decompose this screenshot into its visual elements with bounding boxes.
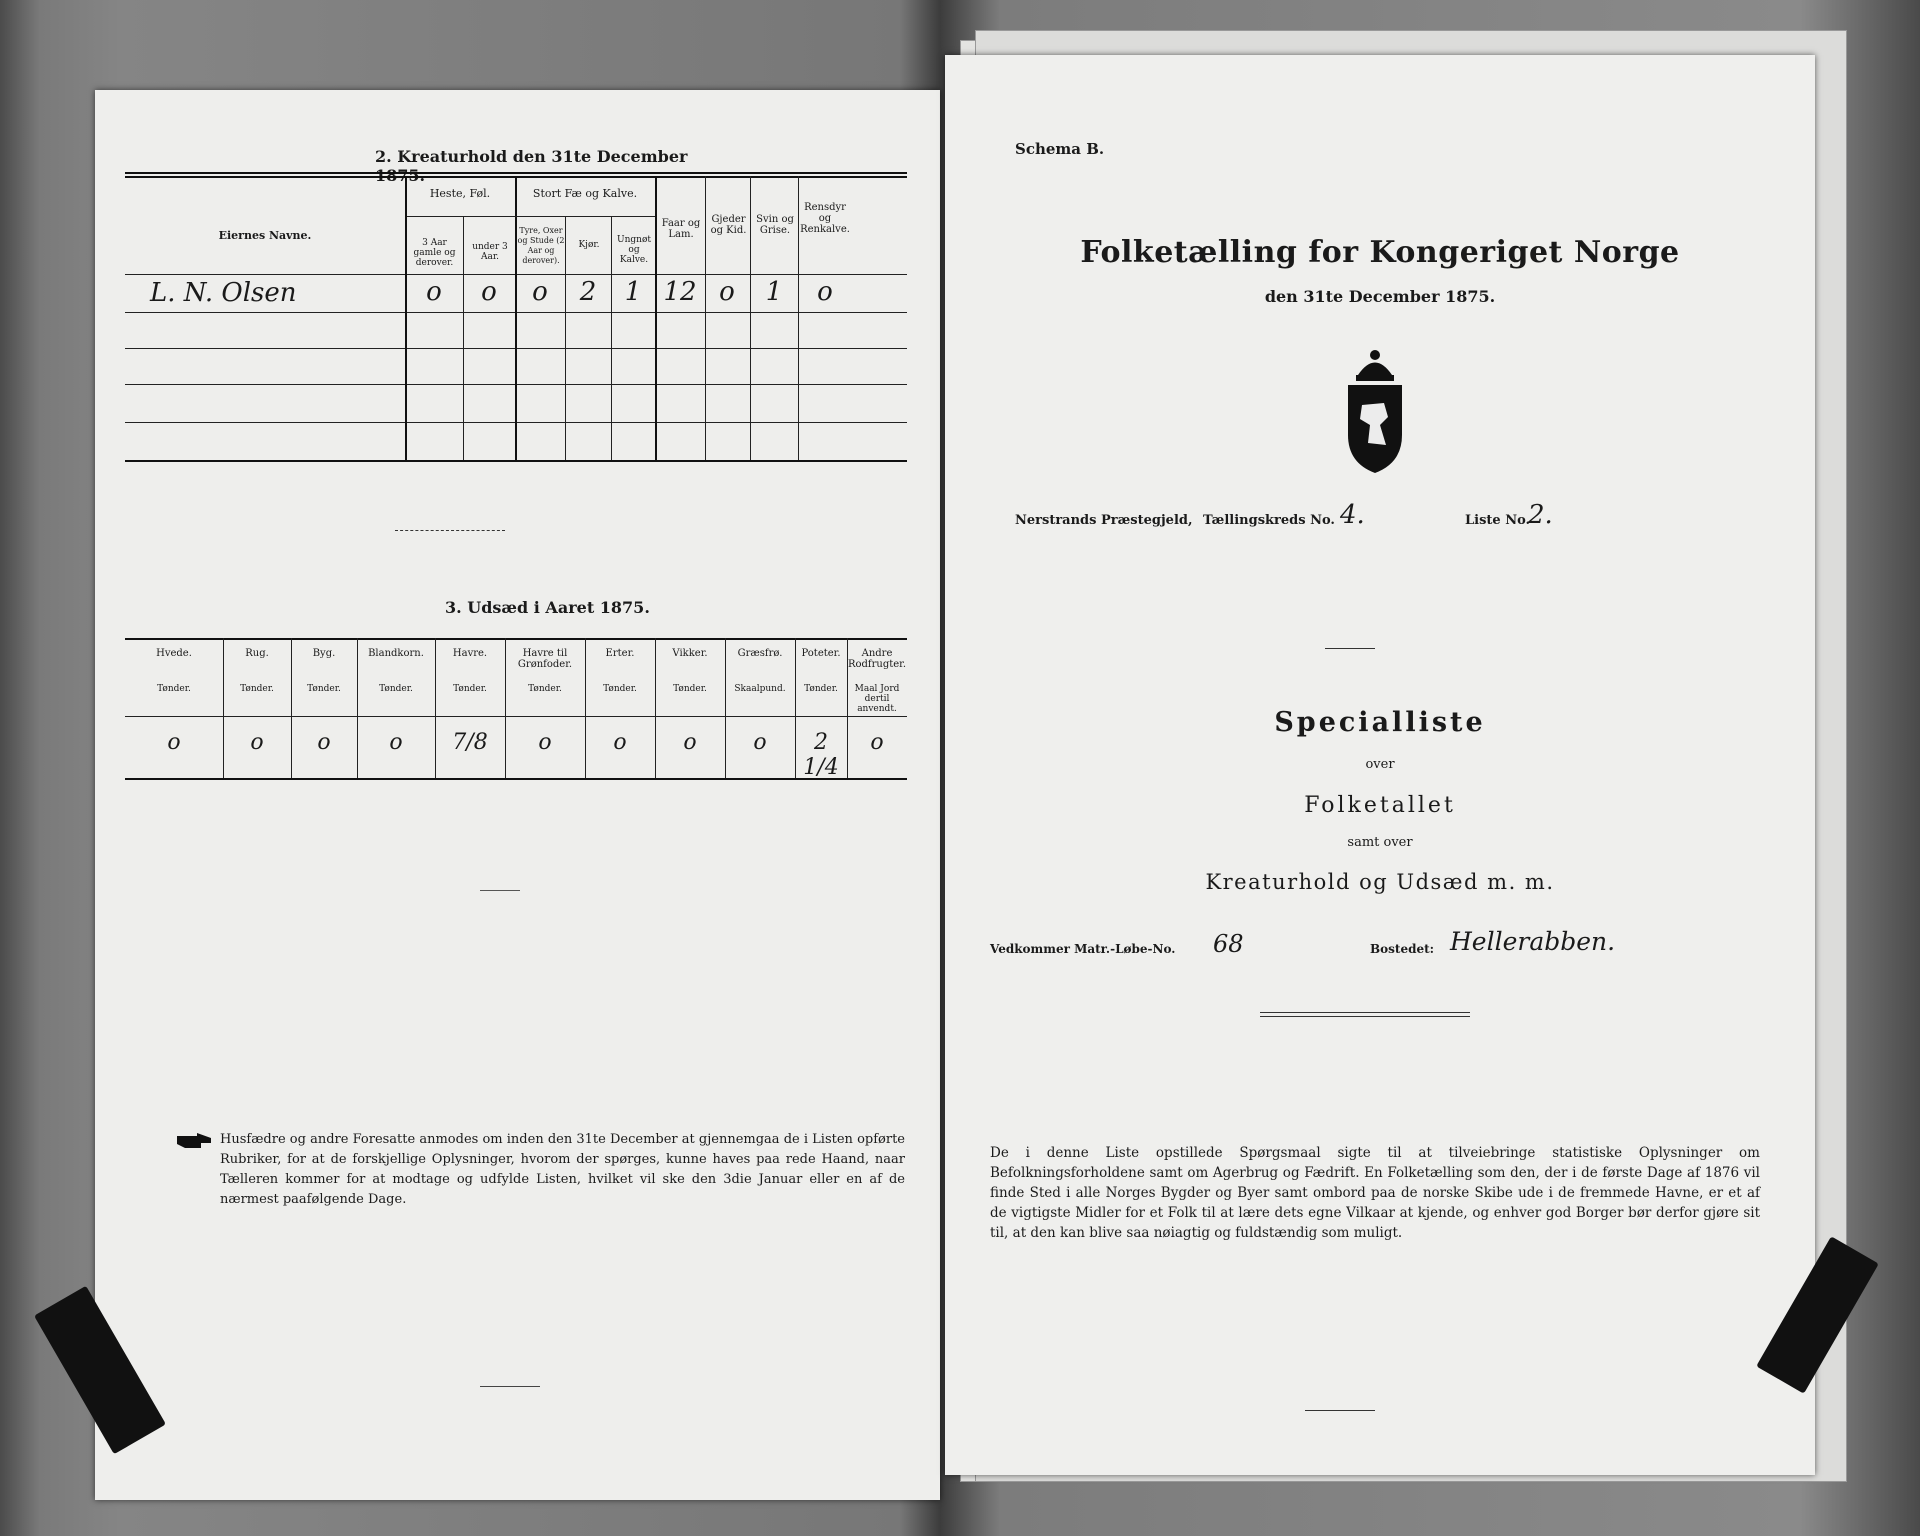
seed-value: 2 1/4	[803, 730, 839, 780]
header-horses: Heste, Føl.	[429, 187, 491, 200]
seed-unit: Tønder.	[804, 684, 838, 694]
section2-title: 2. Kreaturhold den 31te December 1875.	[375, 147, 688, 185]
census-title: Folketælling for Kongeriget Norge	[1080, 235, 1680, 270]
seed-unit: Skaalpund.	[734, 684, 786, 694]
table-divider	[435, 638, 436, 778]
seed-unit: Maal Jord dertil anvendt.	[854, 684, 900, 714]
livestock-value: o	[532, 277, 548, 307]
seed-unit: Tønder.	[603, 684, 637, 694]
right-page	[945, 55, 1815, 1475]
seed-header: Poteter.	[801, 648, 841, 659]
seed-value: o	[753, 730, 767, 755]
seed-unit: Tønder.	[379, 684, 413, 694]
livestock-value: o	[719, 277, 735, 307]
header-cattle-cows: Kjør.	[578, 240, 600, 250]
seed-header: Erter.	[605, 648, 635, 659]
header-owner: Eiernes Navne.	[218, 229, 312, 242]
header-pigs: Svin og Grise.	[756, 214, 794, 236]
livestock-value: 12	[663, 277, 697, 307]
seed-value: o	[613, 730, 627, 755]
seed-value: o	[538, 730, 552, 755]
header-reindeer: Rensdyr og Renkalve.	[800, 202, 850, 235]
table-divider	[847, 638, 848, 778]
liste-value: 2.	[1528, 500, 1553, 530]
specialliste-title: Specialliste	[1274, 707, 1486, 738]
prestegjeld-label: Nerstrands Præstegjeld,	[1015, 513, 1193, 528]
livestock-value: 2	[579, 277, 597, 307]
seed-header: Byg.	[312, 648, 336, 659]
header-horses-adult: 3 Aar gamle og derover.	[413, 238, 456, 268]
seed-value: o	[167, 730, 181, 755]
seed-header: Græsfrø.	[737, 648, 783, 659]
left-page	[95, 90, 940, 1500]
seed-header: Blandkorn.	[368, 648, 424, 659]
seed-value: o	[870, 730, 884, 755]
seed-value: o	[683, 730, 697, 755]
livestock-value: 1	[765, 277, 783, 307]
table-divider	[357, 638, 358, 778]
divider	[480, 1386, 540, 1387]
norwegian-coat-of-arms-icon	[1340, 345, 1410, 475]
livestock-value: 1	[624, 277, 642, 307]
livestock-value: o	[426, 277, 442, 307]
table-divider	[795, 638, 796, 778]
table-divider	[725, 638, 726, 778]
kreds-label: Tællingskreds No.	[1203, 513, 1335, 528]
divider	[1260, 1016, 1470, 1017]
seed-header: Hvede.	[156, 648, 192, 659]
liste-label: Liste No.	[1465, 513, 1531, 528]
seed-header: Andre Rodfrugter.	[847, 648, 907, 670]
seed-unit: Tønder.	[453, 684, 487, 694]
seed-value: o	[250, 730, 264, 755]
intro-paragraph: De i denne Liste opstillede Spørgsmaal sigte til at tilveiebringe statistiske Oplysninger om Befolkningsforholdene samt om Agerbrug og Fædrift. En Folketælling som den, der i de første Dage af 1876 vil finde Sted i alle Norges Bygder og Byer samt ombord paa de norske Skibe ude i de fremmede Havne, er et af de vigtigste Midler for et Folk til at lære dets egne Vilkaar at kjende, og enhver god Borger bør derfor gjøre sit til, at den kan blive saa nøiagtig og fuldstændig som muligt.	[990, 1145, 1760, 1241]
seed-value: 7/8	[452, 730, 488, 755]
header-cattle: Stort Fæ og Kalve.	[532, 187, 638, 200]
folketallet-title: Folketallet	[1304, 793, 1456, 818]
divider	[1305, 1410, 1375, 1411]
instruction-notice: Husfædre og andre Foresatte anmodes om inden den 31te December at gjennemgaa de i Listen opførte Rubriker, for at de forskjellige Oplysninger, hvorom der spørges, kunne haves paa rede Haand, naar Tælleren kommer for at modtage og udfylde Listen, hvilket vil ske den 3die Januar eller en af de nærmest paafølgende Dage.	[220, 1132, 905, 1207]
kreds-value: 4.	[1340, 500, 1365, 530]
section3-title: 3. Udsæd i Aaret 1875.	[445, 598, 650, 617]
header-cattle-young: Ungnøt og Kalve.	[617, 235, 651, 265]
seed-value: o	[317, 730, 331, 755]
seed-unit: Tønder.	[307, 684, 341, 694]
samt-over-text: samt over	[1347, 835, 1413, 850]
livestock-value: o	[817, 277, 833, 307]
table-divider	[585, 638, 586, 778]
owner-name: L. N. Olsen	[150, 278, 297, 308]
pointing-hand-icon	[175, 1130, 215, 1152]
census-date: den 31te December 1875.	[1264, 287, 1496, 306]
kreaturhold-title: Kreaturhold og Udsæd m. m.	[1205, 870, 1555, 894]
header-sheep: Faar og Lam.	[661, 218, 701, 240]
table-divider	[505, 638, 506, 778]
seed-unit: Tønder.	[528, 684, 562, 694]
matr-value: 68	[1213, 930, 1244, 958]
seed-unit: Tønder.	[157, 684, 191, 694]
seed-header: Vikker.	[672, 648, 708, 659]
matr-label: Vedkommer Matr.-Løbe-No.	[990, 942, 1176, 956]
seed-header: Rug.	[245, 648, 269, 659]
table-divider	[291, 638, 292, 778]
table-divider	[223, 638, 224, 778]
header-cattle-bulls: Tyre, Oxer og Stude (2 Aar og derover).	[517, 226, 565, 265]
schema-label: Schema B.	[1015, 140, 1105, 158]
seed-header: Havre.	[452, 648, 488, 659]
divider	[395, 530, 505, 531]
header-goats: Gjeder og Kid.	[710, 214, 747, 236]
divider	[1260, 1012, 1470, 1013]
bosted-label: Bostedet:	[1370, 942, 1435, 956]
header-horses-young: under 3 Aar.	[472, 242, 508, 262]
seed-value: o	[389, 730, 403, 755]
table-divider	[655, 638, 656, 778]
divider	[480, 890, 520, 891]
seed-header: Havre til Grønfoder.	[517, 648, 573, 670]
livestock-value: o	[481, 277, 497, 307]
over-text-1: over	[1365, 757, 1395, 772]
divider	[1325, 648, 1375, 649]
seed-unit: Tønder.	[240, 684, 274, 694]
seed-unit: Tønder.	[673, 684, 707, 694]
bosted-value: Hellerabben.	[1450, 927, 1616, 956]
